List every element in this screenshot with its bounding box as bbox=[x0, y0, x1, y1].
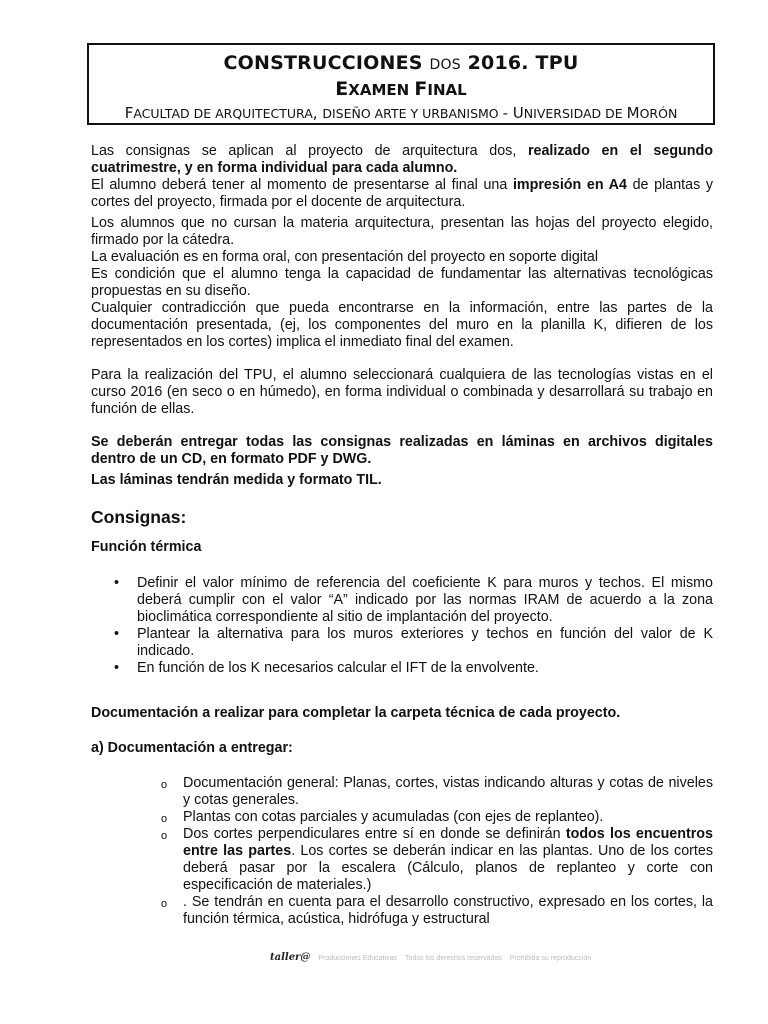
list-item: • Plantear la alternativa para los muros exteriores y techos en función del valor de K indicado. bbox=[137, 626, 713, 660]
list-item: o Documentación general: Planas, cortes, vistas indicando alturas y cotas de niveles y cotas generales. bbox=[183, 775, 713, 809]
intro-paragraph-9: Las láminas tendrán medida y formato TIL. bbox=[91, 472, 382, 488]
list-item: o . Se tendrán en cuenta para el desarrollo constructivo, expresado en los cortes, la función térmica, acústica, hidrófuga y estructural bbox=[183, 894, 713, 928]
intro-paragraph-2: El alumno deberá tener al momento de presentarse al final una impresión en A4 de plantas y cortes del proyecto, firmada por el docente de arquitectura. bbox=[91, 177, 714, 210]
documentacion-list bbox=[91, 775, 713, 928]
intro-paragraph-1: Las consignas se aplican al proyecto de arquitectura dos, realizado en el segundo cuatrimestre, y en forma individual para cada alumno. bbox=[91, 143, 713, 176]
consignas-list bbox=[91, 575, 713, 677]
documentacion-subheading: a) Documentación a entregar: bbox=[91, 740, 293, 756]
intro-paragraph-7: Para la realización del TPU, el alumno seleccionará cualquiera de las tecnologías vistas en el curso 2016 (en seco o en húmedo), en forma individual o combinada y desarrollará su trabajo en función de ellas. bbox=[91, 367, 713, 417]
document-body bbox=[91, 143, 713, 928]
list-item: • En función de los K necesarios calcular el IFT de la envolvente. bbox=[137, 660, 713, 677]
intro-paragraph-3: Los alumnos que no cursan la materia arquitectura, presentan las hojas del proyecto elegido, firmado por la cátedra. bbox=[91, 215, 713, 248]
list-item: o Plantas con cotas parciales y acumuladas (con ejes de replanteo). bbox=[183, 809, 713, 826]
faculty-line: FACULTAD DE ARQUITECTURA, DISEÑO ARTE Y URBANISMO - UNIVERSIDAD DE MORÓN bbox=[124, 104, 678, 122]
intro-paragraph-5: Es condición que el alumno tenga la capacidad de fundamentar las alternativas tecnológicas propuestas en su diseño. bbox=[91, 266, 713, 299]
consignas-heading: Consignas: bbox=[91, 507, 187, 527]
funcion-termica-heading: Función térmica bbox=[91, 539, 202, 555]
intro-paragraph-4: La evaluación es en forma oral, con presentación del proyecto en soporte digital bbox=[91, 249, 599, 265]
taller-logo: taller@ bbox=[270, 952, 311, 963]
document-header bbox=[87, 43, 715, 125]
list-item: • Definir el valor mínimo de referencia del coeficiente K para muros y techos. El mismo deberá cumplir con el valor “A” indicado por las normas IRAM de acuerdo a la zona bioclimática correspondiente al sitio de implantación del proyecto. bbox=[137, 575, 713, 626]
list-item: o Dos cortes perpendiculares entre sí en donde se definirán todos los encuentros entre las partes. Los cortes se deberán indicar en las plantas. Uno de los cortes deberá pasar por la escalera (Cálculo, planos de replanteo y corte con especificación de materiales.) bbox=[183, 826, 713, 894]
header-title: CONSTRUCCIONES DOS 2016. TPU bbox=[223, 52, 579, 74]
page-footer: taller@ Producciones Educativas Todos los derechos reservados Prohibida su reproducción bbox=[270, 952, 592, 963]
exam-title: EXAMEN FINAL bbox=[335, 78, 467, 100]
intro-paragraph-6: Cualquier contradicción que pueda encontrarse en la información, entre las partes de la documentación presentada, (ej, los componentes del muro en la planilla K, difieren de los representados en los cortes) implica el inmediato final del examen. bbox=[91, 300, 713, 350]
intro-paragraph-8: Se deberán entregar todas las consignas realizadas en láminas en archivos digitales dentro de un CD, en formato PDF y DWG. bbox=[91, 434, 713, 467]
documentacion-heading: Documentación a realizar para completar la carpeta técnica de cada proyecto. bbox=[91, 705, 621, 721]
